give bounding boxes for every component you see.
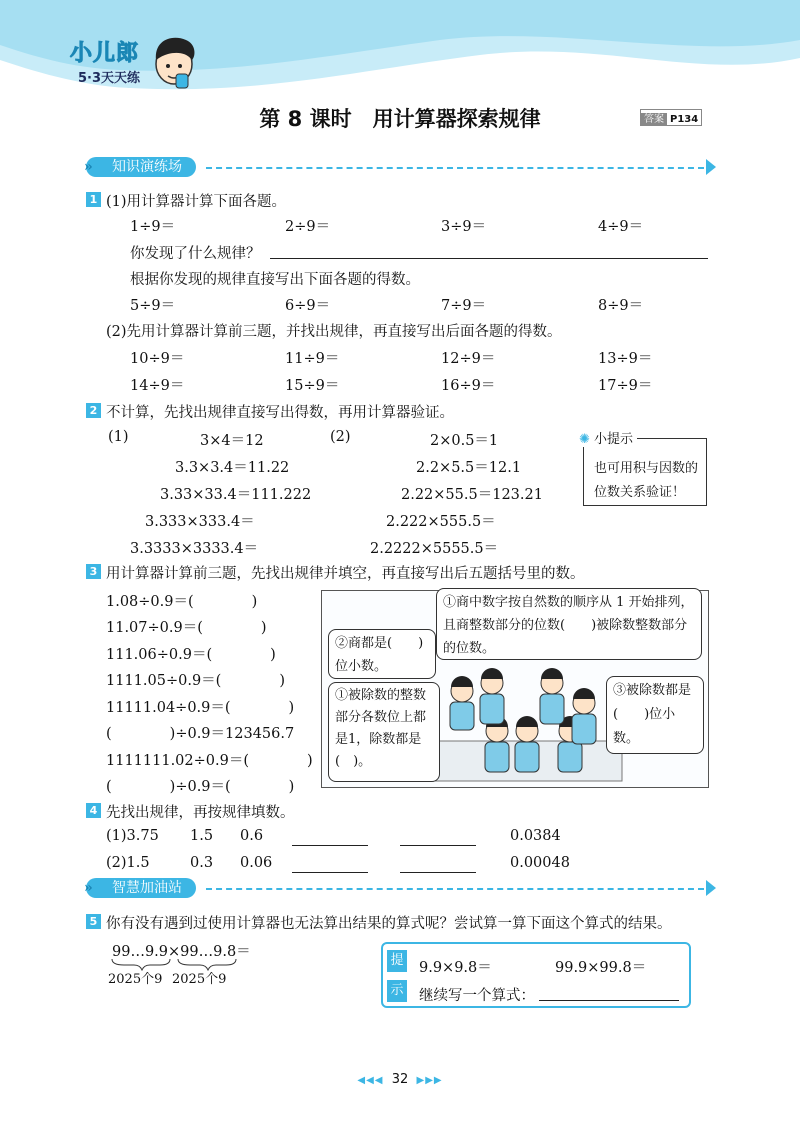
q2-expr: 3.3333×3333.4＝: [130, 541, 259, 557]
q1-item: 14÷9＝: [130, 378, 185, 394]
tip-line: 位数关系验证！: [594, 485, 686, 500]
q1-item: 3÷9＝: [441, 219, 487, 235]
q3-item[interactable]: 111.06÷0.9＝( ): [106, 647, 276, 663]
q1-part2: (2)先用计算器计算前三题，并找出规律，再直接写出后面各题的得数。: [106, 324, 562, 340]
q4-value: 0.06: [240, 855, 273, 871]
answer-line[interactable]: [292, 845, 368, 846]
q4-value: 1.5: [190, 828, 214, 844]
q1-item: 2÷9＝: [285, 219, 331, 235]
hint-label: 提: [387, 950, 407, 972]
section-practice-label: 知识演练场: [86, 157, 196, 177]
arrow-tip-icon: [706, 159, 716, 175]
double-arrow-icon: »: [84, 159, 93, 175]
arrow-tip-icon: [706, 880, 716, 896]
q2-expr: 3.3×3.4＝11.22: [175, 460, 290, 476]
section-wisdom-label: 智慧加油站: [86, 878, 196, 898]
brand-subtitle: 5·3天天练: [78, 71, 141, 86]
hint-box: [381, 942, 691, 1008]
q1-item: 4÷9＝: [598, 219, 644, 235]
q1-item: 8÷9＝: [598, 298, 644, 314]
tip-line: 也可用积与因数的: [594, 461, 699, 476]
tip-box: [583, 438, 707, 506]
question-number: 5: [86, 914, 101, 929]
q3-item[interactable]: 11111.04÷0.9＝( ): [106, 700, 295, 716]
q4-value: 0.0384: [510, 828, 561, 844]
q4-value: 0.00048: [510, 855, 570, 871]
question-number: 3: [86, 564, 101, 579]
q1-item: 16÷9＝: [441, 378, 496, 394]
q2-label-2: (2): [330, 429, 351, 445]
q2-expr: 2.222×555.5＝: [386, 514, 496, 530]
tip-title: [575, 428, 637, 447]
section-wisdom: [86, 878, 716, 900]
next-arrows-icon: ▶▶▶: [416, 1075, 443, 1086]
q2-expr: 2.2×5.5＝12.1: [416, 460, 522, 476]
page-number: 32: [391, 1072, 409, 1087]
hint-label: 示: [387, 980, 407, 1002]
answer-line[interactable]: [270, 258, 708, 259]
q5-text: 你有没有遇到过使用计算器也无法算出结果的算式呢？尝试算一算下面这个算式的结果。: [106, 916, 672, 932]
question-number: 4: [86, 803, 101, 818]
q2-expr: 3.333×333.4＝: [145, 514, 255, 530]
q2-expr: 2.2222×5555.5＝: [370, 541, 499, 557]
answer-reference: [640, 109, 702, 126]
answer-line[interactable]: [292, 872, 368, 873]
q1-direct: 根据你发现的规律直接写出下面各题的得数。: [130, 272, 420, 288]
answer-line[interactable]: [400, 872, 476, 873]
q2-text: 不计算，先找出规律直接写出得数，再用计算器验证。: [106, 405, 454, 421]
q4-text: 先找出规律，再按规律填数。: [106, 805, 295, 821]
hint-expr: 99.9×99.8＝: [555, 960, 647, 976]
hint-continue: 继续写一个算式：: [419, 988, 535, 1004]
speech-bubble: ①被除数的整数部分各数位上都是1，除数都是( )。: [328, 682, 440, 782]
answer-key-label: 答案: [641, 113, 667, 126]
hint-expr: 9.9×9.8＝: [419, 960, 492, 976]
q1-item: 1÷9＝: [130, 219, 176, 235]
q2-label-1: (1): [108, 429, 129, 445]
brace-label: 2025个9: [172, 972, 227, 987]
tip-title-text: 小提示: [594, 432, 634, 447]
speech-bubble: ①商中数字按自然数的顺序从 1 开始排列，且商整数部分的位数( )被除数整数部分的位数。: [436, 588, 702, 660]
page-header: [0, 0, 800, 100]
q4-value: 0.3: [190, 855, 214, 871]
q4-value: (1)3.75: [106, 828, 159, 844]
brand-logo: 小儿郎: [70, 41, 140, 66]
q4-value: (2)1.5: [106, 855, 150, 871]
section-divider: [206, 167, 704, 169]
page-footer: [0, 1072, 800, 1087]
q2-expr: 3×4＝12: [200, 433, 264, 449]
q3-item[interactable]: ( )÷0.9＝123456.7: [106, 726, 295, 742]
brace-label: 2025个9: [108, 972, 163, 987]
speech-bubble: ③被除数都是( )位小数。: [606, 676, 704, 754]
q1-item: 11÷9＝: [285, 351, 340, 367]
prev-arrows-icon: ◀◀◀: [357, 1075, 384, 1086]
question-number: 2: [86, 403, 101, 418]
q1-discover: 你发现了什么规律？: [130, 246, 261, 262]
q1-item: 5÷9＝: [130, 298, 176, 314]
q2-expr: 2.22×55.5＝123.21: [401, 487, 543, 503]
speech-bubble: ②商都是( )位小数。: [328, 629, 436, 679]
q4-value: 0.6: [240, 828, 264, 844]
q1-item: 7÷9＝: [441, 298, 487, 314]
q5-expression: 99…9.9×99…9.8＝: [112, 944, 251, 960]
q1-item: 15÷9＝: [285, 378, 340, 394]
question-number: 1: [86, 192, 101, 207]
page-title: 第 8 课时 用计算器探索规律: [259, 107, 541, 131]
q3-text: 用计算器计算前三题，先找出规律并填空，再直接写出后五题括号里的数。: [106, 566, 585, 582]
q1-item: 10÷9＝: [130, 351, 185, 367]
q3-item[interactable]: 1.08÷0.9＝( ): [106, 594, 258, 610]
double-arrow-icon: »: [84, 880, 93, 896]
q1-item: 12÷9＝: [441, 351, 496, 367]
answer-line[interactable]: [400, 845, 476, 846]
q1-item: 17÷9＝: [598, 378, 653, 394]
q3-item[interactable]: 1111111.02÷0.9＝( ): [106, 753, 313, 769]
section-practice: [86, 157, 716, 179]
answer-page: P134: [670, 114, 699, 125]
q3-item[interactable]: 11.07÷0.9＝( ): [106, 620, 267, 636]
q3-item[interactable]: 1111.05÷0.9＝( ): [106, 673, 285, 689]
q1-item: 6÷9＝: [285, 298, 331, 314]
q1-part1: (1)用计算器计算下面各题。: [106, 194, 287, 210]
section-divider: [206, 888, 704, 890]
q2-expr: 2×0.5＝1: [430, 433, 499, 449]
q1-item: 13÷9＝: [598, 351, 653, 367]
mascot-boy-icon: [146, 30, 206, 92]
lightbulb-icon: ✺: [579, 432, 590, 447]
answer-line[interactable]: [539, 1000, 679, 1001]
q3-item[interactable]: ( )÷0.9＝( ): [106, 779, 295, 795]
q2-expr: 3.33×33.4＝111.222: [160, 487, 312, 503]
